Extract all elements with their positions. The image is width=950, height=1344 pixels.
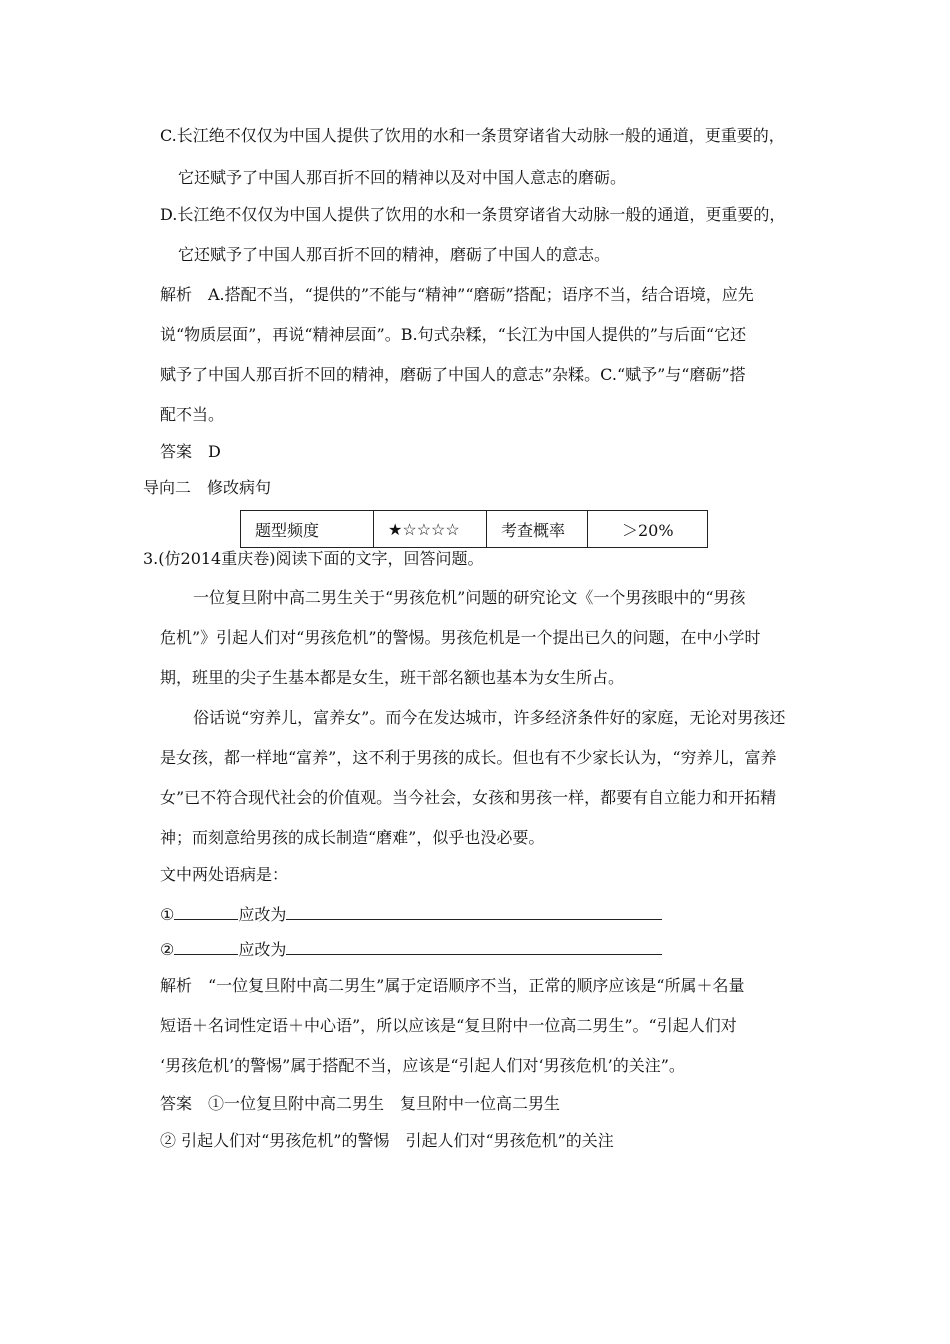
answer2-line1: 答案 ①一位复旦附中高二男生 复旦附中一位高二男生 [160, 1094, 561, 1113]
option-c-line2: 它还赋予了中国人那百折不回的精神以及对中国人意志的磨砺。 [178, 168, 627, 187]
fill-line-2 [160, 938, 662, 961]
analysis1-line: 说“物质层面”，再说“精神层面”。B.句式杂糅，“长江为中国人提供的”与后面“它还 [160, 325, 747, 344]
info-label-probability: 考查概率 [487, 511, 588, 548]
answer2-line2: ② 引起人们对“男孩危机”的警惕 引起人们对“男孩危机”的关注 [160, 1131, 614, 1150]
fill-label: 应改为 [238, 905, 287, 924]
question3-stem: 3.(仿2014重庆卷)阅读下面的文字，回答问题。 [143, 549, 484, 568]
analysis2-line: 短语＋名词性定语＋中心语”，所以应该是“复旦附中一位高二男生”。“引起人们对 [160, 1016, 737, 1035]
info-rating-stars: ★☆☆☆☆ [374, 511, 487, 548]
passage-para1-line: 期，班里的尖子生基本都是女生，班干部名额也基本为女生所占。 [160, 668, 625, 687]
passage-para2-line: 是女孩，都一样地“富养”，这不利于男孩的成长。但也有不少家长认为，“穷养儿，富养 [160, 748, 777, 767]
analysis2-line: ‘男孩危机’的警惕”属于搭配不当，应该是“引起人们对‘男孩危机’的关注”。 [160, 1056, 685, 1075]
fill-number: ① [160, 905, 175, 924]
analysis1-line: 配不当。 [160, 405, 225, 424]
answer-blank[interactable] [174, 903, 238, 920]
answer-blank[interactable] [174, 938, 238, 955]
section-heading: 导向二 修改病句 [143, 478, 272, 497]
answer-blank[interactable] [286, 938, 662, 955]
passage-para2-line: 俗话说“穷养儿，富养女”。而今在发达城市，许多经济条件好的家庭，无论对男孩还 [193, 708, 786, 727]
passage-para2-line: 女”已不符合现代社会的价值观。当今社会，女孩和男孩一样，都要有自立能力和开拓精 [160, 788, 777, 807]
fill-line-1 [160, 903, 662, 926]
analysis1-line: 解析 A.搭配不当，“提供的”不能与“精神”“磨砺”搭配；语序不当，结合语境，应先 [160, 285, 754, 304]
option-c-line1: C.长江绝不仅仅为中国人提供了饮用的水和一条贯穿诸省大动脉一般的通道，更重要的， [160, 126, 785, 145]
option-d-line2: 它还赋予了中国人那百折不回的精神，磨砺了中国人的意志。 [178, 245, 611, 264]
info-label-frequency: 题型频度 [241, 511, 374, 548]
option-d-line1: D.长江绝不仅仅为中国人提供了饮用的水和一条贯穿诸省大动脉一般的通道，更重要的， [160, 205, 786, 224]
passage-para2-line: 神；而刻意给男孩的成长制造“磨难”，似乎也没必要。 [160, 828, 545, 847]
passage-para1-line: 危机”》引起人们对“男孩危机”的警惕。男孩危机是一个提出已久的问题，在中小学时 [160, 628, 761, 647]
answer-blank[interactable] [286, 903, 662, 920]
errors-prompt: 文中两处语病是： [160, 865, 289, 884]
analysis1-line: 赋予了中国人那百折不回的精神，磨砺了中国人的意志”杂糅。C.“赋予”与“磨砺”搭 [160, 365, 746, 384]
fill-number: ② [160, 940, 175, 959]
passage-para1-line: 一位复旦附中高二男生关于“男孩危机”问题的研究论文《一个男孩眼中的“男孩 [193, 588, 746, 607]
info-table [240, 510, 708, 548]
fill-label: 应改为 [238, 940, 287, 959]
analysis2-line: 解析 “一位复旦附中高二男生”属于定语顺序不当，正常的顺序应该是“所属＋名量 [160, 976, 745, 995]
answer1: 答案 D [160, 442, 221, 461]
info-probability-value: ＞20% [588, 511, 708, 548]
